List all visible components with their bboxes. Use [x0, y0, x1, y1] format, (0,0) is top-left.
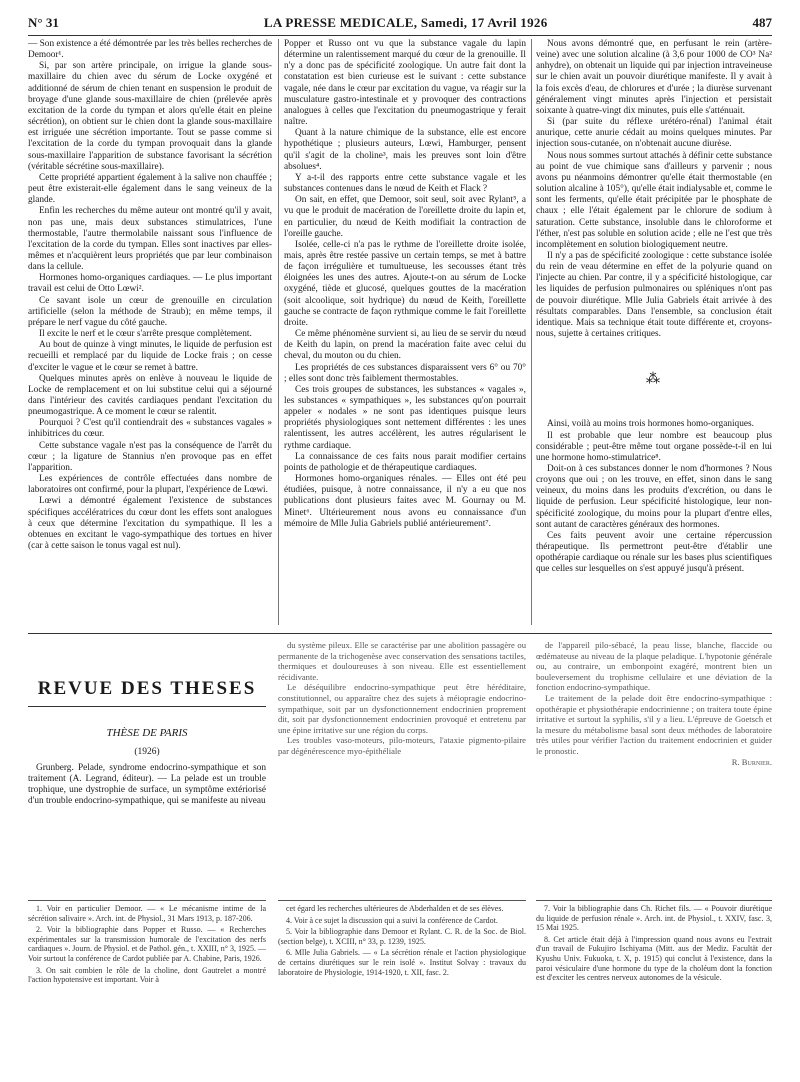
paragraph: Nous nous sommes surtout attachés à définir cette substance au point de vue chimique sans d'ailleurs y parvenir ; nous avons pu néanmoins démontrer qu'elle était thermostable (en solution alcaline à 105°), qu'elle était indialysable et, comme le sont les ferments, qu'elle était précipitée par le phosphate de chaux ; elle l'était également par le chlorure de sodium à saturation. Cette substance, insoluble dans le chloroforme et l'éther, n'est pas soluble en solution acide ; elle ne l'est que très incomplètement en solution biologiquement neutre. [536, 150, 772, 250]
section-rule [28, 633, 772, 634]
paragraph: Ces trois groupes de substances, les substances « vagales », les substances « sympathiques », les substances qu'on pourrait appeler « nodales » ne sont pas identiques puisque leurs propriétés physiologiques sont nettement différentes : les unes ralentissent, les autres accélèrent, les autres régularisent le rythme cardiaque. [284, 384, 526, 451]
paragraph: Si, par son artère principale, on irrigue la glande sous-maxillaire du chien avec du sérum de Locke oxygéné et additionné de sérum de chien tenant en suspension le produit de broyage d'une glande sous-maxillaire de chien (prélevée après excitation de la corde du tympan et alors qu'elle était en pleine sécrétion), on obtient sur le chien dont la glande sous-maxillaire est irriguée une sécrétion importante. Tout se passe comme si l'excitation de la corde du tympan provoquait dans la glande sous-maxillaire l'apparition de substance favorisant la sécrétion (véritable sécrétine sous-maxillaire). [28, 61, 272, 172]
footnote: 8. Cet article était déjà à l'impression quand nous avons eu l'extrait d'un travail de Fukujiro Ischiyama (Mitt. aus der Mediz. Facultät der Kyushu Univ. Fukuoka, t. X, p. 1915) qui conclut à l'existence, dans la paroi vésiculaire d'une hormone du type de la choléum dont la fonction est d'exciter les centres nerveux autonomes de la vésicule. [536, 934, 772, 983]
paragraph: de l'appareil pilo-sébacé, la peau lisse, blanche, flaccide ou œdémateuse au niveau de la plaque peladique. L'hypotonie générale ou, au contraire, un embonpoint exagéré, montrent bien un bouleversement du trophisme cellulaire et une déviation de la fonction endocrino-sympathique. [536, 640, 772, 693]
footnote: 4. Voir à ce sujet la discussion qui a suivi la conférence de Cardot. [286, 915, 498, 925]
column-divider [531, 39, 532, 625]
issue-number: N° 31 [28, 15, 59, 30]
section-heading: REVUE DES THESES [28, 678, 266, 707]
paragraph: Les propriétés de ces substances disparaissent vers 6° ou 70° ; elles sont donc très faiblement thermostables. [284, 362, 526, 384]
paragraph: Hormones homo-organiques rénales. — Elles ont été peu étudiées, puisque, à notre connaissance, il n'y a eu que nos publications dont plusieurs faites avec M. Gournay ou M. Minet⁶. Ultérieurement nous avons eu connaissance d'un mémoire de Mlle Julia Gabriels publié antérieurement⁷. [284, 474, 526, 529]
paragraph: Il est probable que leur nombre est beaucoup plus considérable ; peut-être même tout organe possède-t-il en lui une hormone homo-stimulatrice⁸. [536, 430, 772, 463]
review-signature: R. Burnier. [731, 756, 772, 767]
paragraph: Popper et Russo ont vu que la substance vagale du lapin détermine un ralentissement marqué du cœur de la grenouille. Il n'y a donc pas de spécificité zoologique. Un autre fait dont la constatation est bien curieuse est le suivant : cette substance vagale, née dans le cœur par excitation du vague, va réagir sur la musculature gastro-intestinale et y provoquer des contractions analogues à celles que l'excitation du pneumogastrique y ferait naître. [284, 39, 526, 128]
page-number: 487 [752, 15, 772, 30]
footnotes-middle [278, 904, 526, 1074]
footnote-rule [278, 900, 526, 901]
section-separator: ⁂ [646, 372, 662, 388]
revue-des-theses [28, 678, 266, 807]
paragraph: Enfin les recherches du même auteur ont montré qu'il y avait, non pas une, mais deux substances stimulatrices, l'une thermostable, l'autre thermolabile naissant sous l'influence de l'excitation de la corde du tympan. Elles sont inactives par elles-mêmes et n'acquièrent leurs propriétés que par leur combinaison dans la cellule. [28, 206, 272, 273]
footnote: cet égard les recherches ultérieures de Abderhalden et de ses élèves. [286, 904, 504, 913]
footnote: 5. Voir la bibliographie dans Demoor et Rylant. C. R. de la Soc. de Biol. (section belge), t. XCIII, n° 33, p. 1239, 1925. [278, 927, 526, 946]
paragraph: Le déséquilibre endocrino-sympathique peut être héréditaire, constitutionnel, ou apparaître chez des sujets à méiopragie endocrino-sympathique, soit par un dysfonctionnement endocrinien proprement dit, soit par dysfonctionnement endocrinien provoqué et entretenu par une épine irritative sur une région du corps. [278, 682, 526, 735]
column-divider [278, 39, 279, 625]
paragraph: Les expériences de contrôle effectuées dans nombre de laboratoires ont confirmé, pour la plupart, l'expérience de Lœwi. [28, 474, 272, 496]
footnotes-left [28, 904, 266, 1074]
paragraph: Il excite le nerf et le cœur s'arrête presque complètement. [39, 329, 252, 340]
paragraph: Ainsi, voilà au moins trois hormones homo-organiques. [547, 419, 754, 430]
paragraph: Ce savant isole un cœur de grenouille en circulation artificielle (selon la méthode de Straub); en même temps, il prépare le nerf vague du côté gauche. [28, 295, 272, 328]
column-left [28, 39, 272, 625]
paragraph: Les troubles vaso-moteurs, pilo-moteurs, l'ataxie pigmento-pilaire par dégénérescence myo-épithéliale [278, 735, 526, 756]
paragraph: Y a-t-il des rapports entre cette substance vagale et les substances contenues dans le nœud de Keith et Flack ? [284, 172, 526, 195]
thesis-source: THÈSE DE PARIS [106, 727, 188, 739]
paragraph: Cette substance vagale n'est pas la conséquence de l'arrêt du cœur ; la ligature de Stannius n'en provoque pas en effet l'apparition. [28, 440, 272, 473]
column-right-part1 [536, 39, 772, 340]
paragraph: Hormones homo-organiques cardiaques. — Le plus important travail est celui de Otto Lœwi². [28, 273, 272, 295]
paragraph: Lœwi a démontré également l'existence de substances spécifiques accélératrices du cœur dont les effets sont analogues à ceux que détermine l'excitation du sympathique. Il les a obtenues en excitant le vago-sympathique des tortues en hiver (car à cette saison le tonus vagal est nul). [28, 496, 272, 552]
paragraph: Ces faits peuvent avoir une certaine répercussion thérapeutique. Ils permettront peut-être d'établir une opothérapie cardiaque ou rénale sur les bases plus scientifiques que celles sur lesquelles on s'est appuyé jusqu'à présent. [536, 530, 772, 575]
column-right-part2 [536, 419, 772, 575]
footnote: 7. Voir la bibliographie dans Ch. Richet fils. — « Pouvoir diurétique du liquide de perfusion rénale ». Arch. int. de Physiol., t. XXIV, fasc. 3, 15 Mai 1925. [536, 904, 772, 933]
paragraph: La connaissance de ces faits nous parait modifier certains points de pathologie et de thérapeutique cardiaques. [284, 451, 526, 473]
paragraph: — Son existence a été démontrée par les très belles recherches de Demoor¹. [28, 39, 272, 61]
paragraph: Quelques minutes après on enlève à nouveau le liquide de Locke de remplacement et on lui substitue celui qui a séjourné dans l'intérieur des cavités cardiaques pendant l'excitation du pneumogastrique. A ce moment le cœur se ralentit. [28, 373, 272, 418]
paragraph: Pourquoi ? C'est qu'il contiendrait des « substances vagales » inhibitrices du cœur. [28, 418, 272, 440]
column-right [536, 39, 772, 625]
column-middle [284, 39, 526, 625]
running-header [28, 14, 772, 32]
footnote: 3. On sait combien le rôle de la choline, dont Gautrelet a montré l'action hypotensive est important. Voir à [28, 965, 266, 985]
footnote: 1. Voir en particulier Demoor. — « Le mécanisme intime de la sécrétion salivaire ». Arch. int. de Physiol., 31 Mars 1913, p. 187-206. [28, 904, 266, 923]
footnote: 2. Voir la bibliographie dans Popper et Russo. — « Recherches expérimentales sur la transmission humorale de l'excitation des nerfs cardiaques ». Journ. de Physiol. et de Pathol. gén., t. XXIII, n° 3, 1925. — Voir surtout la conférence de Cardot publiée par A. Chabine, Paris, 1926. [28, 925, 266, 963]
paragraph: Le traitement de la pelade doit être endocrino-sympathique : opothérapie et physiothérapie endocrinienne ; on traitera toute épine irritative et surtout la syphilis, s'il y a lieu. L'épreuve de Goetsch et la mesure du métabolisme basal sont deux méthodes de laboratoire très utiles pour vérifier l'action du traitement endocrinien et guider le pronostic. [536, 692, 772, 756]
paragraph: Nous avons démontré que, en perfusant le rein (artère-veine) avec une solution alcaline (à 3,6 pour 1000 de CO³ Na² anhydre), on obtenait un liquide qui par injection intraveineuse sur le chien avait un pouvoir diurétique manifeste. Il y avait à la fois excès d'eau, de chlorures et d'urée ; la diurèse survenant généralement vingt minutes après l'injection et persistait soixante à quatre-vingt dix minutes, puis elle s'atténuait. [536, 39, 772, 116]
thesis-entry: Grunberg. Pelade, syndrome endocrino-sympathique et son traitement (A. Legrand, éditeur). — La pelade est un trouble trophique, une dystrophie de surface, un symptôme extériorisé d'un trouble endocrino-sympathique, qui se manifeste au niveau [28, 763, 266, 806]
paragraph: du système pileux. Elle se caractérise par une abolition passagère ou permanente de la trichogenèse avec conservation des sensations tactiles, thermiques et douloureuses à son niveau. Elle est essentiellement récidivante. [278, 640, 526, 682]
paragraph: Ce même phénomène survient si, au lieu de se servir du nœud de Keith du lapin, on prend la macération faite avec celui du cheval, du mouton ou du chien. [284, 329, 526, 362]
thesis-review-right [536, 640, 772, 790]
thesis-review-middle [278, 640, 526, 790]
paragraph: Si (par suite du réflexe urétéro-rénal) l'animal était anurique, cette anurie cédait au moins quelques minutes. Par injection sous-cutanée, on n'obtenait aucune diurèse. [536, 117, 772, 150]
journal-title: LA PRESSE MEDICALE, Samedi, 17 Avril 1926 [263, 15, 548, 30]
paragraph: Isolée, celle-ci n'a pas le rythme de l'oreillette droite isolée, mais, après être restée passive un certain temps, se met à battre de façon irrégulière et tumultueuse, les secousses étant très éloignées les unes des autres. Ajoute-t-on au sérum de Locke oxygéné, tiède et glucosé, quelques gouttes de la macération (soit alcoolique, soit hydrique) du nœud de Keith, l'oreillette gauche se contracte de façon rythmique comme le fait l'oreillette droite. [284, 239, 526, 328]
paragraph: Quant à la nature chimique de la substance, elle est encore hypothétique ; plusieurs auteurs, Lœwi, Hamburger, pensent qu'il s'agit de la choline³, mais les preuves sont loin d'être absolues⁴. [284, 128, 526, 172]
paragraph: Au bout de quinze à vingt minutes, le liquide de perfusion est recueilli et remplacé par du liquide de Locke frais ; on cesse d'exciter le vague et le cœur se remet à battre. [28, 340, 272, 373]
paragraph: Il n'y a pas de spécificité zoologique : cette substance isolée du rein de veau détermine en effet de la polyurie quand on l'injecte au chien. Par contre, il y a spécificité histologique, car les liquides de perfusion pulmonaires ou spléniques n'ont pas de pouvoir diurétique. Mlle Julia Gabriels était arrivée à des résultats comparables. Dans l'ensemble, sa conclusion était identique. Mais sa technique était toute différente et, croyons-nous, sujette à certaines critiques. [536, 250, 772, 340]
paragraph: Doit-on à ces substances donner le nom d'hormones ? Nous croyons que oui ; on les trouve, en effet, sinon dans le sang veineux, du moins dans les produits d'excrétion, ou dans le liquide de perfusion. Leur spécificité histologique, leur non-spécificité zoologique, du moins pour la plupart d'entre elles, sont autant de caractères généraux des hormones. [536, 464, 772, 530]
paragraph: On sait, en effet, que Demoor, soit seul, soit avec Rylant⁵, a vu que le produit de macération de l'oreillette droite du lapin et, en particulier, du nœud de Keith modifiait la contraction de l'oreille gauche. [284, 195, 526, 239]
footnote: 6. Mlle Julia Gabriels. — « La sécrétion rénale et l'action physiologique de certains diurétiques sur le rein isolé ». Institut Solvay : travaux du laboratoire de Physiologie, 1914-1920, t. XII, fasc. 2. [278, 948, 526, 977]
paragraph: Cette propriété appartient également à la salive non chauffée ; peut être existerait-elle également dans le sang veineux de la glande. [28, 172, 272, 206]
header-rule [28, 35, 772, 36]
footnote-rule [28, 900, 266, 901]
footnote-rule [536, 900, 772, 901]
thesis-year: (1926) [134, 747, 160, 757]
footnotes-right [536, 904, 772, 1074]
